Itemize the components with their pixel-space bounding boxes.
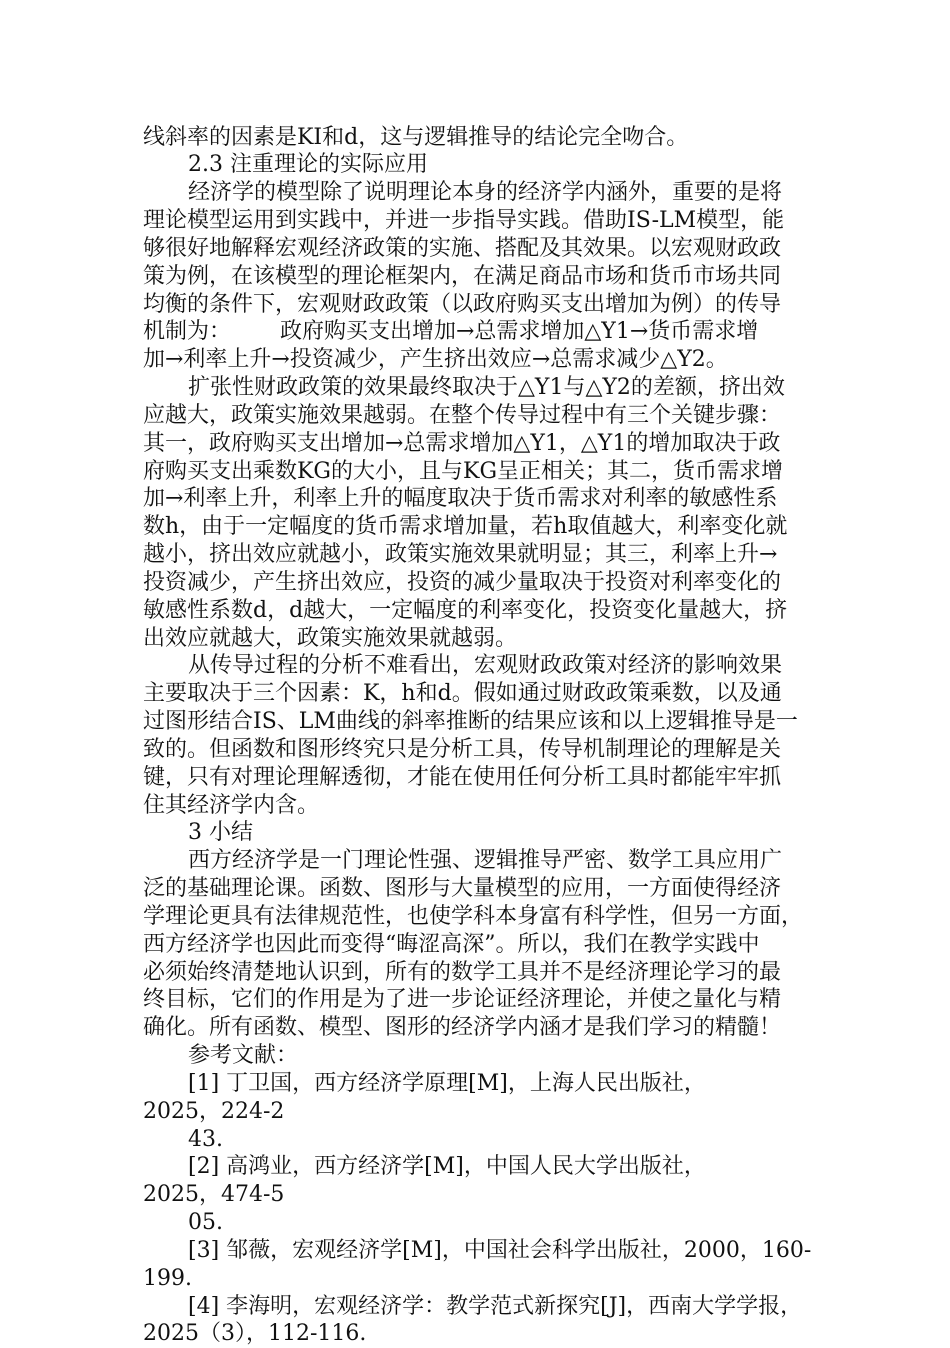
- text-line: 数h，由于一定幅度的货币需求增加量，若h取值越大，利率变化就: [143, 514, 788, 539]
- text-line: 泛的基础理论课。函数、图形与大量模型的应用，一方面使得经济: [143, 876, 782, 901]
- text-line: 理论模型运用到实践中，并进一步指导实践。借助IS-LM模型，能: [143, 208, 785, 233]
- text-line: 必须始终清楚地认识到，所有的数学工具并不是经济理论学习的最: [143, 960, 782, 985]
- text-line: 过图形结合IS、LM曲线的斜率推断的结果应该和以上逻辑推导是一: [143, 709, 798, 734]
- reference-item: [2] 高鸿业，西方经济学[M]，中国人民大学出版社，: [188, 1154, 706, 1179]
- text-line: 出效应就越大，政策实施效果就越弱。: [143, 626, 518, 651]
- text-line: 投资减少，产生挤出效应，投资的减少量取决于投资对利率变化的: [143, 570, 782, 595]
- text-line: 西方经济学是一门理论性强、逻辑推导严密、数学工具应用广: [188, 848, 783, 873]
- section-heading: 2.3 注重理论的实际应用: [188, 152, 428, 177]
- section-heading: 3 小结: [188, 820, 253, 845]
- reference-item: 2025，224-2: [143, 1099, 285, 1124]
- text-line: 住其经济学内含。: [143, 793, 320, 818]
- reference-item: 2025，474-5: [143, 1182, 285, 1207]
- text-line: 策为例，在该模型的理论框架内，在满足商品市场和货币市场共同: [143, 264, 782, 289]
- text-line: 均衡的条件下，宏观财政政策（以政府购买支出增加为例）的传导: [143, 292, 782, 317]
- text-line: 终目标，它们的作用是为了进一步论证经济理论，并使之量化与精: [143, 987, 782, 1012]
- reference-item: 2025（3），112-116.: [143, 1321, 367, 1346]
- reference-item: 05.: [188, 1210, 223, 1235]
- text-line: 西方经济学也因此而变得“晦涩高深”。所以，我们在教学实践中: [143, 932, 760, 957]
- text-line: 确化。所有函数、模型、图形的经济学内涵才是我们学习的精髓！: [143, 1015, 782, 1040]
- reference-item: [1] 丁卫国，西方经济学原理[M]，上海人民出版社，: [188, 1071, 706, 1096]
- text-line: 加→利率上升→投资减少，产生挤出效应→总需求减少△Y2。: [143, 347, 728, 372]
- text-line: 敏感性系数d，d越大，一定幅度的利率变化，投资变化量越大，挤: [143, 598, 788, 623]
- references-heading: 参考文献：: [188, 1043, 299, 1068]
- text-line: 够很好地解释宏观经济政策的实施、搭配及其效果。以宏观财政政: [143, 236, 782, 261]
- text-line: 键，只有对理论理解透彻，才能在使用任何分析工具时都能牢牢抓: [143, 765, 782, 790]
- text-line: 扩张性财政政策的效果最终取决于△Y1与△Y2的差额，挤出效: [188, 375, 785, 400]
- text-line: 线斜率的因素是KI和d，这与逻辑推导的结论完全吻合。: [143, 125, 689, 150]
- text-line: 经济学的模型除了说明理论本身的经济学内涵外，重要的是将: [188, 180, 783, 205]
- text-line: 越小，挤出效应就越小，政策实施效果就明显；其三，利率上升→: [143, 542, 778, 567]
- text-line: 机制为： 政府购买支出增加→总需求增加△Y1→货币需求增: [143, 319, 759, 344]
- text-line: 主要取决于三个因素：K，h和d。假如通过财政政策乘数，以及通: [143, 681, 782, 706]
- text-line: 从传导过程的分析不难看出，宏观财政政策对经济的影响效果: [188, 653, 783, 678]
- text-line: 致的。但函数和图形终究只是分析工具，传导机制理论的理解是关: [143, 737, 782, 762]
- text-line: 应越大，政策实施效果越弱。在整个传导过程中有三个关键步骤：: [143, 403, 782, 428]
- reference-item: 43.: [188, 1127, 223, 1152]
- text-line: 加→利率上升，利率上升的幅度取决于货币需求对利率的敏感性系: [143, 486, 778, 511]
- reference-item: [4] 李海明，宏观经济学：教学范式新探究[J]，西南大学学报，: [188, 1294, 803, 1319]
- text-line: 府购买支出乘数KG的大小，且与KG呈正相关；其二，货币需求增: [143, 459, 784, 484]
- text-line: 学理论更具有法律规范性，也使学科本身富有科学性，但另一方面，: [143, 904, 804, 929]
- reference-item: [3] 邹薇，宏观经济学[M]，中国社会科学出版社，2000，160-: [188, 1238, 812, 1263]
- reference-item: 199.: [143, 1266, 192, 1291]
- text-line: 其一，政府购买支出增加→总需求增加△Y1，△Y1的增加取决于政: [143, 431, 781, 456]
